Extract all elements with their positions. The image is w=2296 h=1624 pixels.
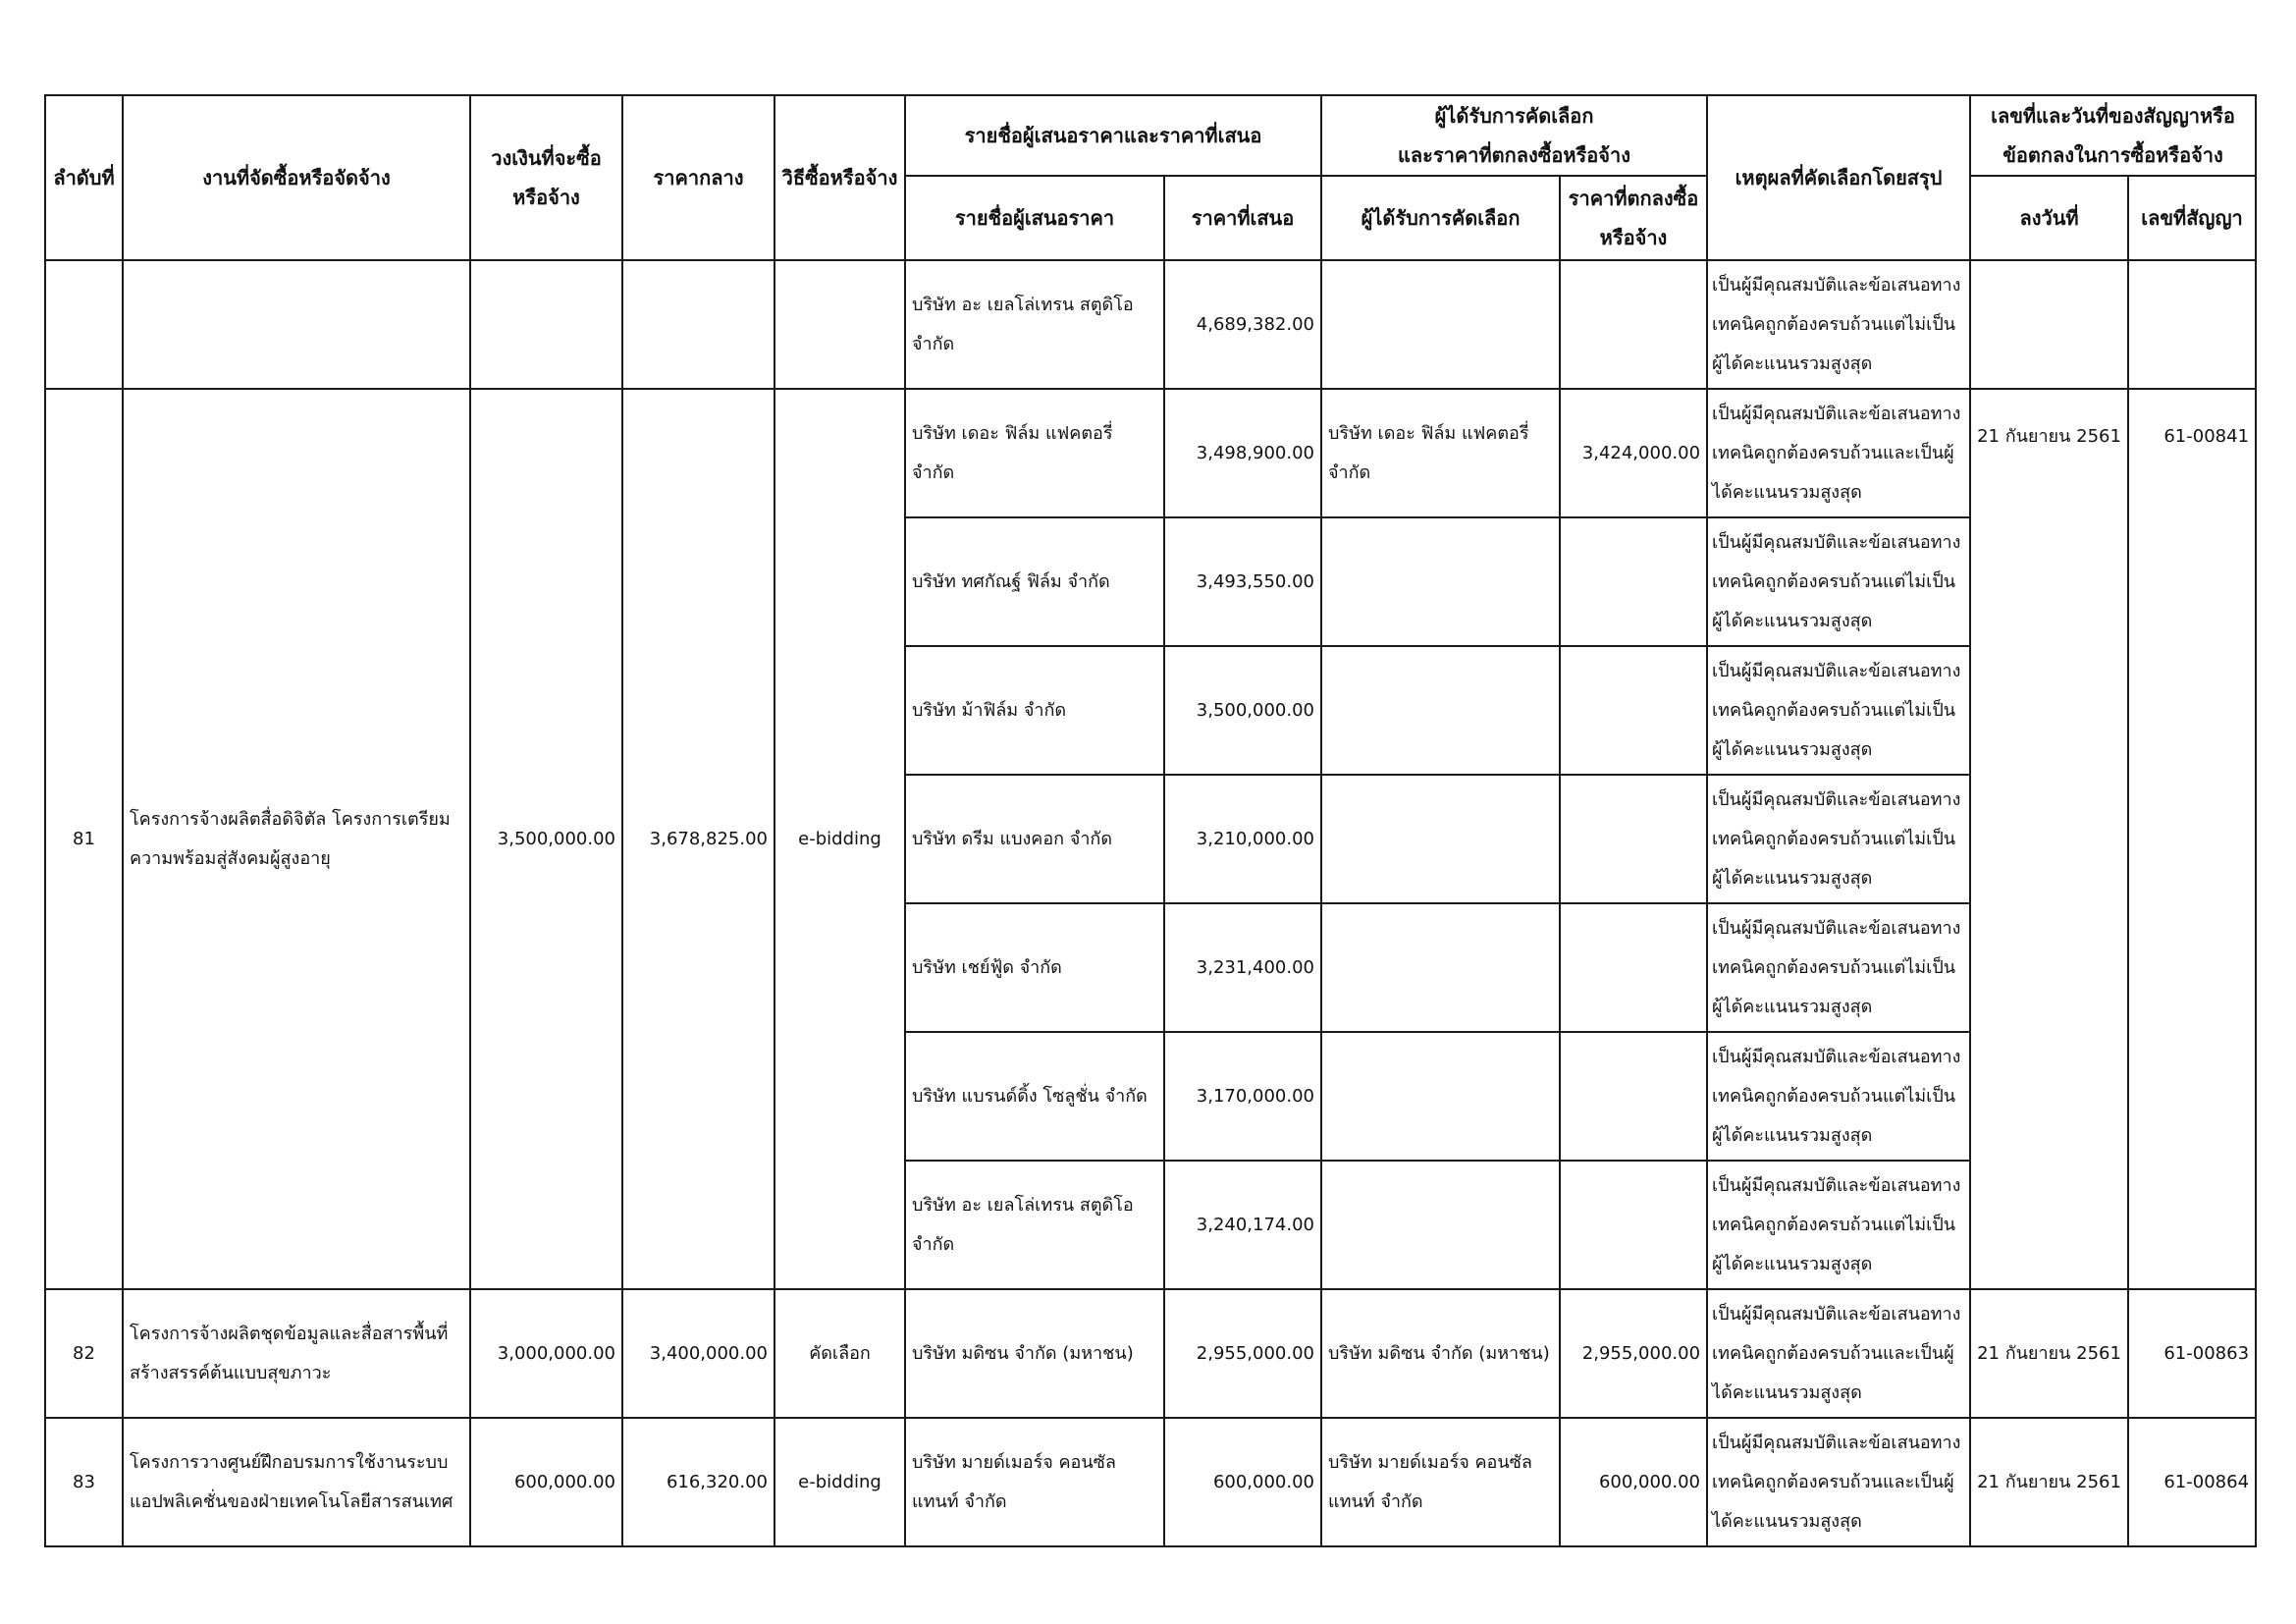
method-cell <box>774 260 905 389</box>
header-selected-name: ผู้ได้รับการคัดเลือก <box>1321 176 1560 260</box>
reason-cell: เป็นผู้มีคุณสมบัติและข้อเสนอทาง เทคนิคถูกต้องครบถ้วนแต่ไม่เป็น ผู้ได้คะแนนรวมสูงสุด <box>1707 646 1970 775</box>
agreed-price-cell <box>1560 775 1707 903</box>
bid-price-cell: 3,210,000.00 <box>1164 775 1321 903</box>
bid-price-cell: 3,240,174.00 <box>1164 1161 1321 1289</box>
reason-cell: เป็นผู้มีคุณสมบัติและข้อเสนอทาง เทคนิคถูกต้องครบถ้วนและเป็นผู้ ได้คะแนนรวมสูงสุด <box>1707 1289 1970 1418</box>
method-cell: คัดเลือก <box>774 1289 905 1418</box>
header-bid-price: ราคาที่เสนอ <box>1164 176 1321 260</box>
bidder-name-cell: บริษัท ดรีม แบงคอก จำกัด <box>905 775 1164 903</box>
work-cell: โครงการจ้างผลิตสื่อดิจิตัล โครงการเตรียม ความพร้อมสู่สังคมผู้สูงอายุ <box>123 389 470 1289</box>
work-cell: โครงการจ้างผลิตชุดข้อมูลและสื่อสารพื้นที่ สร้างสรรค์ต้นแบบสุขภาวะ <box>123 1289 470 1418</box>
bid-price-cell: 3,500,000.00 <box>1164 646 1321 775</box>
reason-cell: เป็นผู้มีคุณสมบัติและข้อเสนอทาง เทคนิคถูกต้องครบถ้วนแต่ไม่เป็น ผู้ได้คะแนนรวมสูงสุด <box>1707 260 1970 389</box>
header-agreed-price: ราคาที่ตกลงซื้อ หรือจ้าง <box>1560 176 1707 260</box>
header-budget: วงเงินที่จะซื้อ หรือจ้าง <box>470 95 622 260</box>
selected-name-cell: บริษัท มดิซน จำกัด (มหาชน) <box>1321 1289 1560 1418</box>
seq-cell: 83 <box>45 1418 123 1546</box>
reason-cell: เป็นผู้มีคุณสมบัติและข้อเสนอทาง เทคนิคถูกต้องครบถ้วนแต่ไม่เป็น ผู้ได้คะแนนรวมสูงสุด <box>1707 775 1970 903</box>
work-cell: โครงการวางศูนย์ฝึกอบรมการใช้งานระบบ แอปพลิเคชั่นของฝ่ายเทคโนโลยีสารสนเทศ <box>123 1418 470 1546</box>
agreed-price-cell: 3,424,000.00 <box>1560 389 1707 517</box>
agreed-price-cell <box>1560 1161 1707 1289</box>
date-cell: 21 กันยายน 2561 <box>1970 389 2128 1289</box>
median-cell: 3,678,825.00 <box>622 389 774 1289</box>
header-selected-group: ผู้ได้รับการคัดเลือก และราคาที่ตกลงซื้อหรือจ้าง <box>1321 95 1707 176</box>
contract-no-cell: 61-00863 <box>2128 1289 2256 1418</box>
bid-price-cell: 3,493,550.00 <box>1164 517 1321 646</box>
budget-cell: 600,000.00 <box>470 1418 622 1546</box>
header-seq: ลำดับที่ <box>45 95 123 260</box>
method-cell: e-bidding <box>774 1418 905 1546</box>
selected-name-cell <box>1321 1032 1560 1161</box>
header-reason: เหตุผลที่คัดเลือกโดยสรุป <box>1707 95 1970 260</box>
bid-price-cell: 4,689,382.00 <box>1164 260 1321 389</box>
seq-cell: 81 <box>45 389 123 1289</box>
reason-cell: เป็นผู้มีคุณสมบัติและข้อเสนอทาง เทคนิคถูกต้องครบถ้วนและเป็นผู้ ได้คะแนนรวมสูงสุด <box>1707 1418 1970 1546</box>
bidder-name-cell: บริษัท เชย์ฟู้ด จำกัด <box>905 903 1164 1032</box>
reason-cell: เป็นผู้มีคุณสมบัติและข้อเสนอทาง เทคนิคถูกต้องครบถ้วนและเป็นผู้ ได้คะแนนรวมสูงสุด <box>1707 389 1970 517</box>
bidder-name-cell: บริษัท มายด์เมอร์จ คอนซัล แทนท์ จำกัด <box>905 1418 1164 1546</box>
bid-price-cell: 3,498,900.00 <box>1164 389 1321 517</box>
agreed-price-cell <box>1560 903 1707 1032</box>
selected-name-cell <box>1321 646 1560 775</box>
header-method: วิธีซื้อหรือจ้าง <box>774 95 905 260</box>
bidder-name-cell: บริษัท ม้าฟิล์ม จำกัด <box>905 646 1164 775</box>
contract-no-cell: 61-00841 <box>2128 389 2256 1289</box>
agreed-price-cell <box>1560 260 1707 389</box>
bidder-name-cell: บริษัท มดิซน จำกัด (มหาชน) <box>905 1289 1164 1418</box>
header-work: งานที่จัดซื้อหรือจัดจ้าง <box>123 95 470 260</box>
selected-name-cell: บริษัท เดอะ ฟิล์ม แฟคตอรี่ จำกัด <box>1321 389 1560 517</box>
median-cell: 3,400,000.00 <box>622 1289 774 1418</box>
selected-name-cell <box>1321 903 1560 1032</box>
reason-cell: เป็นผู้มีคุณสมบัติและข้อเสนอทาง เทคนิคถูกต้องครบถ้วนแต่ไม่เป็น ผู้ได้คะแนนรวมสูงสุด <box>1707 517 1970 646</box>
bidder-name-cell: บริษัท เดอะ ฟิล์ม แฟคตอรี่ จำกัด <box>905 389 1164 517</box>
selected-name-cell <box>1321 260 1560 389</box>
table-row <box>45 260 2256 389</box>
header-date: ลงวันที่ <box>1970 176 2128 260</box>
table-row <box>45 1418 2256 1546</box>
agreed-price-cell: 600,000.00 <box>1560 1418 1707 1546</box>
agreed-price-cell: 2,955,000.00 <box>1560 1289 1707 1418</box>
selected-name-cell <box>1321 775 1560 903</box>
budget-cell: 3,000,000.00 <box>470 1289 622 1418</box>
header-contract-group: เลขที่และวันที่ของสัญญาหรือ ข้อตกลงในการซื้อหรือจ้าง <box>1970 95 2256 176</box>
reason-cell: เป็นผู้มีคุณสมบัติและข้อเสนอทาง เทคนิคถูกต้องครบถ้วนแต่ไม่เป็น ผู้ได้คะแนนรวมสูงสุด <box>1707 903 1970 1032</box>
seq-cell <box>45 260 123 389</box>
median-cell: 616,320.00 <box>622 1418 774 1546</box>
contract-no-cell: 61-00864 <box>2128 1418 2256 1546</box>
budget-cell: 3,500,000.00 <box>470 389 622 1289</box>
table-row <box>45 389 2256 517</box>
agreed-price-cell <box>1560 1032 1707 1161</box>
bidder-name-cell: บริษัท ทศกัณฐ์ ฟิล์ม จำกัด <box>905 517 1164 646</box>
method-cell: e-bidding <box>774 389 905 1289</box>
reason-cell: เป็นผู้มีคุณสมบัติและข้อเสนอทาง เทคนิคถูกต้องครบถ้วนแต่ไม่เป็น ผู้ได้คะแนนรวมสูงสุด <box>1707 1161 1970 1289</box>
selected-name-cell <box>1321 1161 1560 1289</box>
header-contract-no: เลขที่สัญญา <box>2128 176 2256 260</box>
work-cell <box>123 260 470 389</box>
selected-name-cell: บริษัท มายด์เมอร์จ คอนซัล แทนท์ จำกัด <box>1321 1418 1560 1546</box>
bid-price-cell: 600,000.00 <box>1164 1418 1321 1546</box>
date-cell: 21 กันยายน 2561 <box>1970 1418 2128 1546</box>
date-cell: 21 กันยายน 2561 <box>1970 1289 2128 1418</box>
table-row <box>45 1289 2256 1418</box>
procurement-table <box>44 94 2257 1547</box>
reason-cell: เป็นผู้มีคุณสมบัติและข้อเสนอทาง เทคนิคถูกต้องครบถ้วนแต่ไม่เป็น ผู้ได้คะแนนรวมสูงสุด <box>1707 1032 1970 1161</box>
header-median: ราคากลาง <box>622 95 774 260</box>
bidder-name-cell: บริษัท อะ เยลโล่เทรน สตูดิโอ จำกัด <box>905 1161 1164 1289</box>
bidder-name-cell: บริษัท แบรนด์ดิ้ง โซลูชั่น จำกัด <box>905 1032 1164 1161</box>
bid-price-cell: 3,231,400.00 <box>1164 903 1321 1032</box>
selected-name-cell <box>1321 517 1560 646</box>
bid-price-cell: 2,955,000.00 <box>1164 1289 1321 1418</box>
bid-price-cell: 3,170,000.00 <box>1164 1032 1321 1161</box>
bidder-name-cell: บริษัท อะ เยลโล่เทรน สตูดิโอ จำกัด <box>905 260 1164 389</box>
header-bidder-name: รายชื่อผู้เสนอราคา <box>905 176 1164 260</box>
header-row-1 <box>45 95 2256 176</box>
date-cell <box>1970 260 2128 389</box>
contract-no-cell <box>2128 260 2256 389</box>
agreed-price-cell <box>1560 517 1707 646</box>
budget-cell <box>470 260 622 389</box>
agreed-price-cell <box>1560 646 1707 775</box>
median-cell <box>622 260 774 389</box>
header-bidders-group: รายชื่อผู้เสนอราคาและราคาที่เสนอ <box>905 95 1321 176</box>
seq-cell: 82 <box>45 1289 123 1418</box>
